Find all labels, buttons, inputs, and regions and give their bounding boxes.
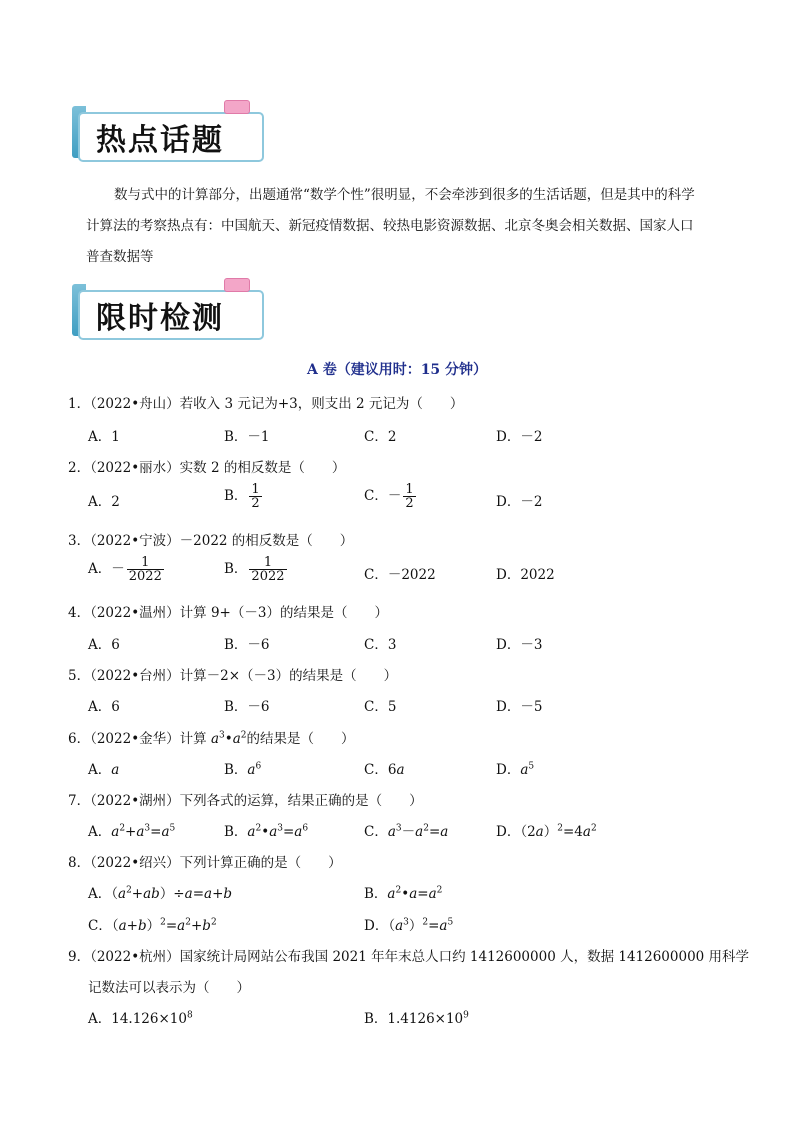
q4-option-a: A．6: [88, 637, 120, 653]
fraction: [249, 556, 286, 583]
q6-option-a: A．a: [88, 762, 120, 778]
intro-line: 普查数据等: [86, 249, 154, 265]
question-4-stem: 4．（2022•温州）计算 9+（－3）的结果是（ ）: [68, 605, 388, 621]
q3-option-c: C．－2022: [364, 567, 436, 583]
q7-option-a: A．$a^2+a^3=a^5$: [88, 823, 176, 840]
q6-option-d: D．$a^5$: [496, 761, 535, 778]
fraction-numerator: 1: [249, 556, 286, 570]
q7-option-b: B．$a^2•a^3=a^6$: [224, 823, 309, 840]
intro-line: 数与式中的计算部分，出题通常“数学个性”很明显，不会牵涉到很多的生活话题，但是其中的科学: [114, 187, 695, 203]
question-1-stem: 1．（2022•舟山）若收入 3 元记为+3，则支出 2 元记为（ ）: [68, 396, 464, 412]
q3-option-b: [224, 556, 289, 583]
question-8-stem: 8．（2022•绍兴）下列计算正确的是（ ）: [68, 855, 342, 871]
q9-option-b: B．$1.4126\times 10^9$: [364, 1010, 469, 1027]
q9-option-a: A．$14.126\times 10^8$: [88, 1010, 193, 1027]
q6-option-c: C．6a: [364, 762, 405, 778]
intro-paragraph: [86, 180, 722, 273]
fraction-denominator: 2022: [128, 569, 162, 584]
q5-option-b: B．－6: [224, 699, 270, 715]
hot-topic-banner: [72, 106, 264, 158]
q7-option-c: C．$a^3-a^2=a$: [364, 823, 449, 840]
question-3-stem: 3．（2022•宁波）－2022 的相反数是（ ）: [68, 533, 354, 549]
banner-title: 限时检测: [96, 301, 224, 336]
q8-option-a: A．$(a^2+ab)\div a=a+b$: [88, 885, 233, 902]
stem-text: 6．（2022•金华）计算: [68, 731, 211, 747]
q4-option-d: D．－3: [496, 637, 543, 653]
fraction: [249, 483, 261, 510]
q1-option-d: D．－2: [496, 429, 543, 445]
q6-option-b: B．$a^6$: [224, 761, 262, 778]
q8-option-d: D．$(a^3)^2=a^5$: [364, 917, 454, 934]
fraction-numerator: 1: [405, 482, 414, 497]
q8-option-c: C．$(a+b)^2=a^2+b^2$: [88, 917, 217, 934]
q2-option-b: [224, 483, 264, 510]
q4-option-c: C．3: [364, 637, 397, 653]
q2-option-a: A．2: [88, 494, 120, 510]
option-label: B．: [224, 488, 248, 504]
fraction-denominator: 2: [251, 496, 260, 511]
q5-option-c: C．5: [364, 699, 397, 715]
question-7-stem: 7．（2022•湖州）下列各式的运算，结果正确的是（ ）: [68, 793, 423, 809]
option-label: C．－: [364, 488, 402, 504]
question-9-stem-continued: 记数法可以表示为（ ）: [88, 980, 250, 996]
paper-clip-icon: [224, 100, 250, 114]
q3-option-d: D．2022: [496, 567, 555, 583]
intro-line: 计算法的考察热点有：中国航天、新冠疫情数据、较热电影资源数据、北京冬奥会相关数据、国家人口: [86, 218, 694, 234]
paper-clip-icon: [224, 278, 250, 292]
q1-option-c: C．2: [364, 429, 397, 445]
q1-option-b: B．－1: [224, 429, 270, 445]
fraction-numerator: 1: [127, 556, 164, 570]
fraction-numerator: 1: [251, 482, 260, 497]
q1-option-a: A．1: [88, 429, 120, 445]
timed-test-banner: [72, 284, 264, 336]
fraction: [403, 483, 415, 510]
q2-option-c: [364, 483, 418, 510]
stem-text: 的结果是（ ）: [246, 731, 355, 747]
q2-option-d: D．－2: [496, 494, 543, 510]
q8-option-b: B．$a^2•a=a^2$: [364, 885, 443, 902]
q4-option-b: B．－6: [224, 637, 270, 653]
banner-title: 热点话题: [96, 123, 224, 158]
q7-option-d: D．$(2a)^2=4a^2$: [496, 823, 597, 840]
question-2-stem: 2．（2022•丽水）实数 2 的相反数是（ ）: [68, 460, 346, 476]
fraction: [127, 556, 164, 583]
q5-option-a: A．6: [88, 699, 120, 715]
question-5-stem: 5．（2022•台州）计算－2×（－3）的结果是（ ）: [68, 668, 398, 684]
fraction-denominator: 2022: [251, 569, 285, 584]
q5-option-d: D．－5: [496, 699, 543, 715]
option-label: A．－: [88, 561, 125, 577]
q3-option-a: [88, 556, 166, 583]
option-label: B．: [224, 561, 248, 577]
question-9-stem: 9．（2022•杭州）国家统计局网站公布我国 2021 年年末总人口约 1412600000 人，数据 1412600000 用科学: [68, 949, 750, 965]
fraction-denominator: 2: [405, 496, 414, 511]
section-subtitle: A 卷（建议用时：15 分钟）: [306, 362, 488, 378]
question-6-stem: 6．（2022•金华）计算 $a^3•a^2$的结果是（ ）: [68, 730, 355, 747]
